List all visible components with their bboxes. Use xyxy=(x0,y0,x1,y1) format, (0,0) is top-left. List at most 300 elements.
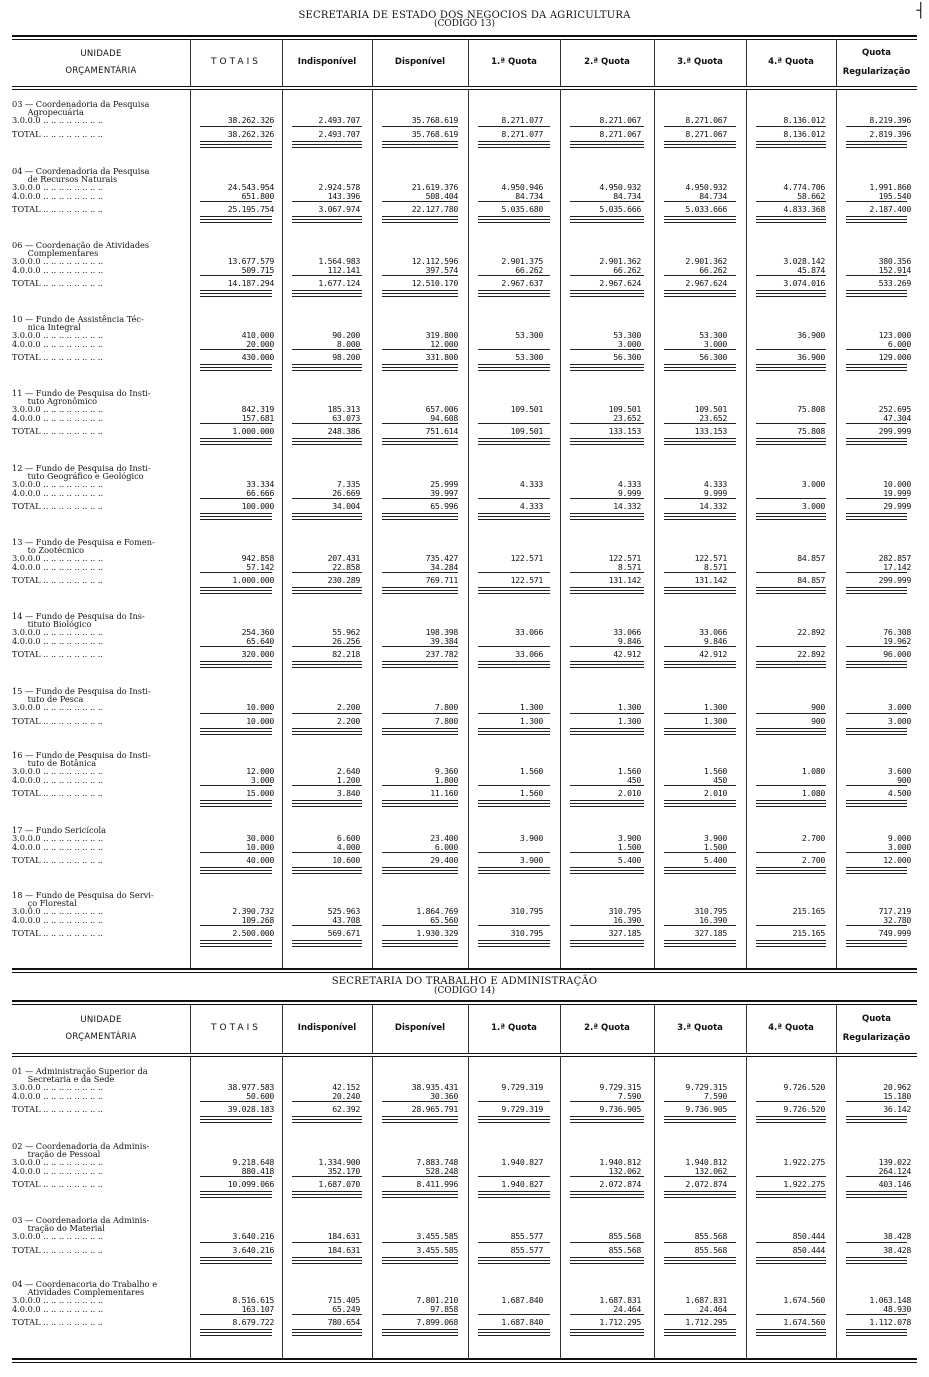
total-double-rule xyxy=(846,1257,907,1261)
total-bottom-rule xyxy=(382,873,458,874)
cell-value: 299.999 xyxy=(878,575,911,585)
row-label: 4.0.0.0 .. .. .. .. .. .. .. .. xyxy=(12,338,104,349)
cell-value: 1.687.831 xyxy=(599,1295,641,1305)
subtotal-rule xyxy=(200,646,272,647)
cell-value: 66.262 xyxy=(699,264,727,275)
cell-value: 12.000 xyxy=(430,338,458,349)
cell-value: 1.687.840 xyxy=(501,1295,543,1305)
total-double-rule xyxy=(664,1191,736,1195)
total-double-rule xyxy=(570,216,644,220)
cell-value: 749.999 xyxy=(878,928,911,938)
cell-value: 1.674.560 xyxy=(783,1317,825,1327)
row-label: 3.0.0.0 .. .. .. .. .. .. .. .. xyxy=(12,833,104,843)
subtotal-rule xyxy=(664,423,736,424)
cell-value: 24.464 xyxy=(613,1303,641,1314)
cell-value: 7.899.068 xyxy=(416,1317,458,1327)
unit-title: 15 — Fundo de Pesquisa do Insti- xyxy=(12,686,151,696)
cell-value: 123.000 xyxy=(878,330,911,340)
total-double-rule xyxy=(478,216,550,220)
cell-value: 1.080 xyxy=(801,788,825,798)
cell-value: 12.510.170 xyxy=(411,278,458,288)
cell-value: 9.726.520 xyxy=(783,1082,825,1092)
cell-value: 3.600 xyxy=(887,766,911,776)
total-bottom-rule xyxy=(292,296,362,297)
cell-value: 1.800 xyxy=(434,774,458,785)
cell-value: 22.892 xyxy=(797,649,825,659)
cell-value: 3.074.016 xyxy=(783,278,825,288)
cell-value: 1.560 xyxy=(519,788,543,798)
subtotal-rule xyxy=(756,1176,826,1177)
total-double-rule xyxy=(756,940,826,944)
subtotal-rule xyxy=(478,1101,550,1102)
row-label: 4.0.0.0 .. .. .. .. .. .. .. .. xyxy=(12,914,104,925)
cell-value: 3.000 xyxy=(617,338,641,349)
cell-value: 40.000 xyxy=(246,855,274,865)
cell-value: 8.271.067 xyxy=(685,115,727,125)
cell-value: 403.146 xyxy=(878,1179,911,1189)
cell-value: 9.999 xyxy=(703,487,727,498)
cell-value: 8.000 xyxy=(336,338,360,349)
subtotal-rule xyxy=(664,498,736,499)
cell-value: 75.808 xyxy=(797,426,825,436)
cell-value: 3.000 xyxy=(250,774,274,785)
total-bottom-rule xyxy=(846,1335,907,1336)
cell-value: 3.000 xyxy=(801,479,825,489)
unit-title: nica Integral xyxy=(12,322,81,332)
total-bottom-rule xyxy=(570,296,644,297)
total-bottom-rule xyxy=(292,593,362,594)
total-double-rule xyxy=(756,216,826,220)
row-label: 4.0.0.0 .. .. .. .. .. .. .. .. xyxy=(12,487,104,498)
total-double-rule xyxy=(292,661,362,665)
subtotal-rule xyxy=(570,713,644,714)
cell-value: 331.800 xyxy=(425,352,458,362)
cell-value: 2.700 xyxy=(801,833,825,843)
subtotal-rule xyxy=(570,1176,644,1177)
cell-value: 751.614 xyxy=(425,426,458,436)
total-double-rule xyxy=(570,1257,644,1261)
cell-value: 2.901.375 xyxy=(501,256,543,266)
cell-value: 1.712.295 xyxy=(599,1317,641,1327)
cell-value: 3.000 xyxy=(887,702,911,712)
total-double-rule xyxy=(292,438,362,442)
subtotal-rule xyxy=(846,349,907,350)
total-bottom-rule xyxy=(478,667,550,668)
total-bottom-rule xyxy=(200,667,272,668)
subtotal-rule xyxy=(570,423,644,424)
total-double-rule xyxy=(200,513,272,517)
subtotal-rule xyxy=(292,572,362,573)
subtotal-rule xyxy=(478,349,550,350)
unit-title: tuto Agronômico xyxy=(12,396,98,406)
cell-value: 319.800 xyxy=(425,330,458,340)
row-label: 3.0.0.0 .. .. .. .. .. .. .. .. xyxy=(12,479,104,489)
subtotal-rule xyxy=(292,1314,362,1315)
cell-value: 1.940.827 xyxy=(501,1157,543,1167)
cell-value: 320.000 xyxy=(241,649,274,659)
total-double-rule xyxy=(382,513,458,517)
cell-value: 8.271.067 xyxy=(685,128,727,139)
total-double-rule xyxy=(292,587,362,591)
total-double-rule xyxy=(200,661,272,665)
total-bottom-rule xyxy=(200,1263,272,1264)
subtotal-rule xyxy=(200,572,272,573)
header-q1: 1.ª Quota xyxy=(491,56,537,67)
total-double-rule xyxy=(292,800,362,804)
subtotal-rule xyxy=(292,275,362,276)
total-bottom-rule xyxy=(570,667,644,668)
total-bottom-rule xyxy=(478,734,550,735)
header-indisponivel: Indisponível xyxy=(297,1022,357,1033)
cell-value: 3.000 xyxy=(887,715,911,726)
header-unit-line2: ORÇAMENTÁRIA xyxy=(65,65,137,76)
header-unit-line1: UNIDADE xyxy=(80,1014,122,1025)
cell-value: 9.729.315 xyxy=(685,1082,727,1092)
total-bottom-rule xyxy=(200,734,272,735)
header-q2: 2.ª Quota xyxy=(584,1022,630,1033)
cell-value: 1.300 xyxy=(703,715,727,726)
total-double-rule xyxy=(292,513,362,517)
total-bottom-rule xyxy=(200,296,272,297)
cell-value: 2.500.000 xyxy=(232,928,274,938)
unit-title: tração do Material xyxy=(12,1223,105,1233)
cell-value: 2.901.362 xyxy=(685,256,727,266)
cell-value: 310.795 xyxy=(608,906,641,916)
cell-value: 109.501 xyxy=(694,404,727,414)
cell-value: 1.300 xyxy=(519,715,543,726)
total-double-rule xyxy=(664,364,736,368)
cell-value: 55.962 xyxy=(332,627,360,637)
cell-value: 10.000 xyxy=(246,841,274,852)
subtotal-rule xyxy=(570,201,644,202)
cell-value: 380.356 xyxy=(878,256,911,266)
cell-value: 62.392 xyxy=(332,1104,360,1114)
total-bottom-rule xyxy=(478,806,550,807)
cell-value: 7.590 xyxy=(703,1090,727,1101)
subtotal-rule xyxy=(292,713,362,714)
subtotal-rule xyxy=(200,349,272,350)
total-double-rule xyxy=(756,141,826,145)
total-double-rule xyxy=(756,513,826,517)
cell-value: 7.801.210 xyxy=(416,1295,458,1305)
total-bottom-rule xyxy=(570,593,644,594)
total-label: TOTAL .. .. .. .. .. .. .. .. xyxy=(12,649,103,659)
cell-value: 42.912 xyxy=(613,649,641,659)
total-double-rule xyxy=(382,800,458,804)
cell-value: 1.687.840 xyxy=(501,1317,543,1327)
cell-value: 1.677.124 xyxy=(318,278,360,288)
cell-value: 327.185 xyxy=(694,928,727,938)
total-bottom-rule xyxy=(756,873,826,874)
total-bottom-rule xyxy=(664,806,736,807)
total-double-rule xyxy=(292,728,362,732)
total-bottom-rule xyxy=(292,734,362,735)
cell-value: 3.455.585 xyxy=(416,1244,458,1255)
total-bottom-rule xyxy=(664,593,736,594)
cell-value: 2.072.874 xyxy=(599,1179,641,1189)
total-double-rule xyxy=(478,290,550,294)
cell-value: 21.619.376 xyxy=(411,182,458,192)
cell-value: 84.857 xyxy=(797,575,825,585)
row-label: 3.0.0.0 .. .. .. .. .. .. .. .. xyxy=(12,906,104,916)
header-q3: 3.ª Quota xyxy=(677,56,723,67)
total-bottom-rule xyxy=(382,147,458,148)
cell-value: 2.072.874 xyxy=(685,1179,727,1189)
total-bottom-rule xyxy=(200,806,272,807)
cell-value: 717.219 xyxy=(878,906,911,916)
total-double-rule xyxy=(478,800,550,804)
total-bottom-rule xyxy=(200,1122,272,1123)
total-double-rule xyxy=(570,1116,644,1120)
cell-value: 8.516.615 xyxy=(232,1295,274,1305)
subtotal-rule xyxy=(756,572,826,573)
subtotal-rule xyxy=(478,498,550,499)
cell-value: 152.914 xyxy=(878,264,911,275)
subtotal-rule xyxy=(200,925,272,926)
total-double-rule xyxy=(570,867,644,871)
header-unit-line2: ORÇAMENTÁRIA xyxy=(65,1031,137,1042)
row-label: 3.0.0.0 .. .. .. .. .. .. .. .. xyxy=(12,766,104,776)
cell-value: 97.858 xyxy=(430,1303,458,1314)
total-double-rule xyxy=(200,728,272,732)
total-bottom-rule xyxy=(664,667,736,668)
total-bottom-rule xyxy=(756,667,826,668)
total-double-rule xyxy=(382,1329,458,1333)
total-double-rule xyxy=(846,438,907,442)
subtotal-rule xyxy=(756,646,826,647)
total-bottom-rule xyxy=(382,1335,458,1336)
unit-title: tuto de Botânica xyxy=(12,758,97,768)
total-double-rule xyxy=(478,728,550,732)
total-double-rule xyxy=(382,1191,458,1195)
cell-value: 84.734 xyxy=(515,190,543,201)
cell-value: 10.099.066 xyxy=(227,1179,274,1189)
cell-value: 715.405 xyxy=(327,1295,360,1305)
subtotal-rule xyxy=(200,1101,272,1102)
row-label: 3.0.0.0 .. .. .. .. .. .. .. .. xyxy=(12,330,104,340)
subtotal-rule xyxy=(292,498,362,499)
cell-value: 139.022 xyxy=(878,1157,911,1167)
cell-value: 36.900 xyxy=(797,330,825,340)
subtotal-rule xyxy=(756,498,826,499)
total-double-rule xyxy=(570,513,644,517)
header-disponivel: Disponível xyxy=(394,1022,446,1033)
header-q4: 4.ª Quota xyxy=(768,56,814,67)
subtotal-rule xyxy=(200,1314,272,1315)
cell-value: 1.940.812 xyxy=(685,1157,727,1167)
cell-value: 35.768.619 xyxy=(411,115,458,125)
cell-value: 6.000 xyxy=(434,841,458,852)
cell-value: 38.428 xyxy=(883,1231,911,1241)
cell-value: 327.185 xyxy=(608,928,641,938)
cell-value: 66.262 xyxy=(515,264,543,275)
total-double-rule xyxy=(292,290,362,294)
unit-title: to Zootécnico xyxy=(12,545,85,555)
cell-value: 50.600 xyxy=(246,1090,274,1101)
table-top-rule xyxy=(12,35,917,37)
cell-value: 4.000 xyxy=(336,841,360,852)
total-label: TOTAL .. .. .. .. .. .. .. .. xyxy=(12,1104,103,1114)
total-bottom-rule xyxy=(846,1197,907,1198)
cell-value: 282.857 xyxy=(878,553,911,563)
cell-value: 264.124 xyxy=(878,1165,911,1176)
header-regularizacao-line2: Regularização xyxy=(842,66,911,77)
total-bottom-rule xyxy=(846,222,907,223)
total-bottom-rule xyxy=(478,1335,550,1336)
column-divider xyxy=(746,1056,747,1358)
total-bottom-rule xyxy=(756,1335,826,1336)
total-bottom-rule xyxy=(200,444,272,445)
subtotal-rule xyxy=(846,785,907,786)
cell-value: 42.912 xyxy=(699,649,727,659)
total-double-rule xyxy=(382,1257,458,1261)
subtotal-rule xyxy=(664,852,736,853)
cell-value: 132.062 xyxy=(694,1165,727,1176)
total-bottom-rule xyxy=(478,147,550,148)
total-bottom-rule xyxy=(478,222,550,223)
subtotal-rule xyxy=(292,423,362,424)
total-double-rule xyxy=(756,290,826,294)
unit-title: 13 — Fundo de Pesquisa e Fomen- xyxy=(12,537,155,547)
row-label: 3.0.0.0 .. .. .. .. .. .. .. .. xyxy=(12,115,104,125)
total-double-rule xyxy=(664,587,736,591)
unit-title: 04 — Coordenadoria da Pesquisa xyxy=(12,166,150,176)
subtotal-rule xyxy=(846,852,907,853)
unit-title: 16 — Fundo de Pesquisa do Insti- xyxy=(12,750,151,760)
subtotal-rule xyxy=(200,785,272,786)
cell-value: 1.687.831 xyxy=(685,1295,727,1305)
total-double-rule xyxy=(664,1329,736,1333)
cell-value: 7.800 xyxy=(434,715,458,726)
cell-value: 1.500 xyxy=(703,841,727,852)
cell-value: 2.390.732 xyxy=(232,906,274,916)
total-bottom-rule xyxy=(846,1263,907,1264)
cell-value: 397.574 xyxy=(425,264,458,275)
subtotal-rule xyxy=(664,275,736,276)
cell-value: 7.800 xyxy=(434,702,458,712)
header-bottom-rule xyxy=(12,1053,917,1054)
row-label: 4.0.0.0 .. .. .. .. .. .. .. .. xyxy=(12,774,104,785)
cell-value: 12.000 xyxy=(883,855,911,865)
cell-value: 63.073 xyxy=(332,412,360,423)
cell-value: 1.991.860 xyxy=(869,182,911,192)
subtotal-rule xyxy=(664,1176,736,1177)
total-label: TOTAL .. .. .. .. .. .. .. .. xyxy=(12,788,103,798)
cell-value: 1.300 xyxy=(519,702,543,712)
subtotal-rule xyxy=(756,713,826,714)
page-end-rule xyxy=(12,1358,917,1360)
cell-value: 9.729.319 xyxy=(501,1104,543,1114)
cell-value: 14.332 xyxy=(699,501,727,511)
cell-value: 1.080 xyxy=(801,766,825,776)
unit-title: 04 — Coordenacoria do Trabalho e xyxy=(12,1279,158,1289)
cell-value: 1.687.070 xyxy=(318,1179,360,1189)
total-bottom-rule xyxy=(570,1263,644,1264)
cell-value: 84.734 xyxy=(699,190,727,201)
cell-value: 33.334 xyxy=(246,479,274,489)
cell-value: 2.924.578 xyxy=(318,182,360,192)
total-double-rule xyxy=(664,800,736,804)
subtotal-rule xyxy=(664,1314,736,1315)
cell-value: 1.300 xyxy=(703,702,727,712)
cell-value: 3.900 xyxy=(519,833,543,843)
total-bottom-rule xyxy=(756,946,826,947)
cell-value: 900 xyxy=(897,774,911,785)
total-bottom-rule xyxy=(846,147,907,148)
cell-value: 3.900 xyxy=(617,833,641,843)
total-double-rule xyxy=(664,216,736,220)
cell-value: 58.662 xyxy=(797,190,825,201)
header-regularizacao-line2: Regularização xyxy=(842,1032,911,1043)
cell-value: 450 xyxy=(713,774,727,785)
cell-value: 1.940.827 xyxy=(501,1179,543,1189)
row-label: 3.0.0.0 .. .. .. .. .. .. .. .. xyxy=(12,702,104,712)
cell-value: 53.300 xyxy=(699,330,727,340)
unit-title: 03 — Coordenadoria da Adminis- xyxy=(12,1215,150,1225)
cell-value: 12.112.596 xyxy=(411,256,458,266)
cell-value: 4.950.932 xyxy=(599,182,641,192)
total-double-rule xyxy=(382,438,458,442)
total-double-rule xyxy=(846,141,907,145)
cell-value: 96.000 xyxy=(883,649,911,659)
subtotal-rule xyxy=(570,1101,644,1102)
unit-title: Agropecuária xyxy=(12,107,84,117)
table-top-rule-thin xyxy=(12,1004,917,1005)
total-bottom-rule xyxy=(478,946,550,947)
section-code: (CODIGO 14) xyxy=(434,986,495,996)
cell-value: 36.900 xyxy=(797,352,825,362)
cell-value: 30.000 xyxy=(246,833,274,843)
subtotal-rule xyxy=(478,201,550,202)
row-label: 3.0.0.0 .. .. .. .. .. .. .. .. xyxy=(12,1295,104,1305)
subtotal-rule xyxy=(292,1101,362,1102)
cell-value: 9.360 xyxy=(434,766,458,776)
header-regularizacao-line1: Quota xyxy=(862,47,891,58)
cell-value: 254.360 xyxy=(241,627,274,637)
cell-value: 19.962 xyxy=(883,635,911,646)
cell-value: 735.427 xyxy=(425,553,458,563)
total-double-rule xyxy=(664,141,736,145)
subtotal-rule xyxy=(478,275,550,276)
cell-value: 66.666 xyxy=(246,487,274,498)
cell-value: 163.107 xyxy=(241,1303,274,1314)
cell-value: 9.736.905 xyxy=(599,1104,641,1114)
total-bottom-rule xyxy=(382,667,458,668)
total-bottom-rule xyxy=(382,734,458,735)
total-double-rule xyxy=(664,290,736,294)
cell-value: 508.404 xyxy=(425,190,458,201)
total-bottom-rule xyxy=(292,370,362,371)
cell-value: 3.640.216 xyxy=(232,1231,274,1241)
total-double-rule xyxy=(200,1257,272,1261)
subtotal-rule xyxy=(382,349,458,350)
total-double-rule xyxy=(756,1257,826,1261)
subtotal-rule xyxy=(382,423,458,424)
total-double-rule xyxy=(846,513,907,517)
section-end-rule xyxy=(12,968,917,970)
cell-value: 84.734 xyxy=(613,190,641,201)
total-double-rule xyxy=(570,364,644,368)
total-bottom-rule xyxy=(200,147,272,148)
cell-value: 122.571 xyxy=(510,553,543,563)
subtotal-rule xyxy=(478,572,550,573)
total-bottom-rule xyxy=(200,370,272,371)
section-code: (CODIGO 13) xyxy=(434,19,495,29)
total-double-rule xyxy=(382,290,458,294)
cell-value: 14.332 xyxy=(613,501,641,511)
cell-value: 8.271.077 xyxy=(501,128,543,139)
cell-value: 39.997 xyxy=(430,487,458,498)
